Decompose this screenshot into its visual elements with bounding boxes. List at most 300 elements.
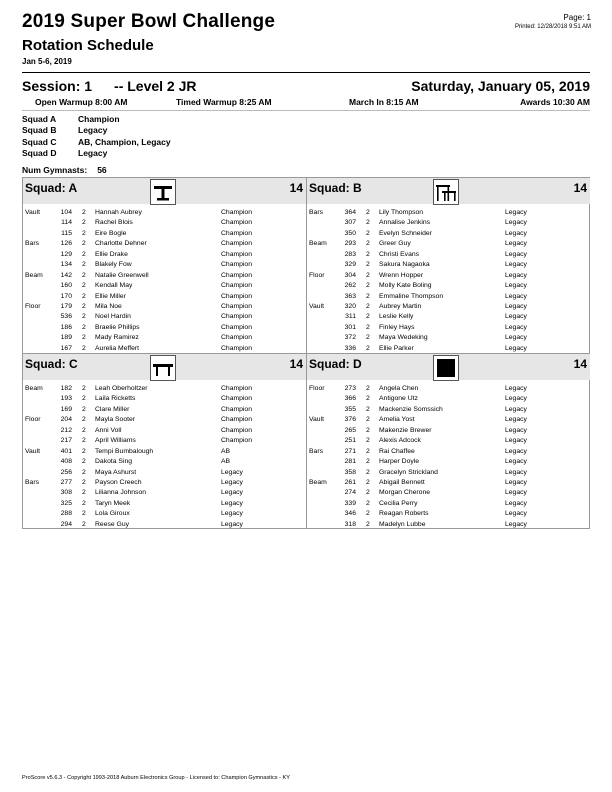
gymnast-row — [307, 488, 590, 498]
competitor-number: 308 — [60, 489, 72, 497]
gymnast-name: Aubrey Martin — [379, 302, 422, 310]
gymnast-name: Evelyn Schneider — [379, 229, 432, 237]
gymnast-team: Legacy — [221, 489, 243, 497]
gymnast-team: Legacy — [505, 282, 527, 290]
competitor-number: 329 — [344, 261, 356, 269]
gymnast-level: 2 — [82, 416, 86, 424]
gymnast-name: Laila Ricketts — [95, 395, 136, 403]
gymnast-name: Payson Creech — [95, 478, 142, 486]
gymnast-name: Tempi Bumbalough — [95, 447, 154, 455]
report-subtitle: Rotation Schedule — [22, 37, 154, 54]
gymnast-level: 2 — [366, 292, 370, 300]
gymnast-team: Legacy — [505, 261, 527, 269]
competitor-number: 376 — [344, 416, 356, 424]
gymnast-name: Mayla Sooter — [95, 416, 136, 424]
gymnast-level: 2 — [366, 313, 370, 321]
gymnast-team: Legacy — [505, 240, 527, 248]
gymnast-list — [23, 208, 306, 354]
gymnast-team: Champion — [221, 416, 252, 424]
gymnast-row — [23, 488, 306, 498]
event-label: Floor — [309, 271, 325, 279]
gymnast-row — [23, 447, 306, 457]
gymnast-team: Legacy — [221, 520, 243, 528]
gymnast-name: Harper Doyle — [379, 458, 420, 466]
squad-name: Squad: B — [309, 181, 362, 195]
squad-header — [307, 354, 590, 380]
competitor-number: 160 — [60, 282, 72, 290]
gymnast-row — [23, 271, 306, 281]
gymnast-name: Ellie Drake — [95, 250, 128, 258]
competitor-number: 126 — [60, 240, 72, 248]
gymnast-name: Mady Ramirez — [95, 334, 139, 342]
competitor-number: 301 — [344, 323, 356, 331]
gymnast-name: Rachel Blois — [95, 219, 133, 227]
gymnast-row — [307, 415, 590, 425]
gymnast-level: 2 — [82, 334, 86, 342]
competitor-number: 366 — [344, 395, 356, 403]
squad-header — [23, 354, 306, 380]
gymnast-row — [307, 302, 590, 312]
event-label: Vault — [309, 302, 324, 310]
session-title — [22, 78, 197, 94]
gymnast-name: Antigone Utz — [379, 395, 418, 403]
squad-header — [307, 178, 590, 204]
competitor-number: 186 — [60, 323, 72, 331]
awards-time: Awards 10:30 AM — [520, 97, 590, 107]
competitor-number: 271 — [344, 447, 356, 455]
gymnast-level: 2 — [82, 261, 86, 269]
gymnast-level: 2 — [366, 250, 370, 258]
gymnast-level: 2 — [366, 240, 370, 248]
gymnast-row — [23, 457, 306, 467]
gymnast-row — [23, 218, 306, 228]
gymnast-level: 2 — [82, 405, 86, 413]
competitor-number: 167 — [60, 344, 72, 352]
competitor-number: 350 — [344, 229, 356, 237]
gymnast-level: 2 — [82, 250, 86, 258]
gymnast-row — [307, 478, 590, 488]
gymnast-row — [23, 302, 306, 312]
uneven-bars-icon — [433, 179, 459, 205]
gymnast-level: 2 — [366, 437, 370, 445]
gymnast-row — [307, 333, 590, 343]
gymnast-team: Legacy — [505, 323, 527, 331]
gymnast-name: Sakura Nagaoka — [379, 261, 430, 269]
gymnast-team: Champion — [221, 313, 252, 321]
gymnast-name: Aurelia Meffert — [95, 344, 140, 352]
event-label: Beam — [25, 385, 43, 392]
gymnast-name: Reagan Roberts — [379, 510, 429, 518]
gymnast-name: Dakota Sing — [95, 458, 133, 466]
gymnast-level: 2 — [82, 323, 86, 331]
gymnast-name: Angela Chen — [379, 385, 419, 392]
event-label: Floor — [25, 416, 41, 424]
gymnast-name: Makenzie Brewer — [379, 426, 432, 434]
event-label: Beam — [25, 271, 43, 279]
gymnast-team: Legacy — [505, 405, 527, 413]
competitor-number: 217 — [60, 437, 72, 445]
competitor-number: 261 — [344, 478, 356, 486]
event-label: Bars — [309, 209, 323, 216]
competitor-number: 293 — [344, 240, 356, 248]
gymnast-level: 2 — [82, 447, 86, 455]
gymnast-level: 2 — [366, 520, 370, 528]
gymnast-level: 2 — [366, 229, 370, 237]
gymnast-level: 2 — [82, 302, 86, 310]
event-label: Vault — [25, 209, 40, 216]
gymnast-team: Legacy — [221, 499, 243, 507]
competitor-number: 339 — [344, 499, 356, 507]
gymnast-row — [23, 394, 306, 404]
gymnast-name: Mila Noe — [95, 302, 122, 310]
gymnast-row — [307, 271, 590, 281]
gymnast-row — [307, 499, 590, 509]
header-divider — [22, 72, 590, 73]
gymnast-row — [307, 218, 590, 228]
gymnast-level: 2 — [366, 458, 370, 466]
gymnast-team: Legacy — [505, 395, 527, 403]
gymnast-name: Reese Guy — [95, 520, 130, 528]
event-label: Vault — [309, 416, 324, 424]
gymnast-row — [307, 250, 590, 260]
gymnast-name: Amelia Yost — [379, 416, 415, 424]
gymnast-name: Leah Oberholtzer — [95, 385, 148, 392]
gymnast-name: Braelie Phillips — [95, 323, 140, 331]
gymnast-row — [307, 509, 590, 519]
squad-count: 14 — [289, 357, 303, 371]
gymnast-row — [23, 478, 306, 488]
report-title: 2019 Super Bowl Challenge — [22, 11, 276, 32]
gymnast-row — [23, 384, 306, 394]
squad-assignment-row: Squad B Legacy — [22, 125, 108, 136]
gymnast-team: Legacy — [505, 292, 527, 300]
gymnast-level: 2 — [366, 395, 370, 403]
gymnast-level: 2 — [82, 468, 86, 476]
gymnast-level: 2 — [366, 334, 370, 342]
gymnast-level: 2 — [82, 395, 86, 403]
gymnast-team: Legacy — [505, 209, 527, 216]
gymnast-level: 2 — [366, 478, 370, 486]
gymnast-team: Champion — [221, 261, 252, 269]
gymnast-level: 2 — [366, 468, 370, 476]
gymnast-team: AB — [221, 458, 231, 466]
gymnast-team: Legacy — [505, 302, 527, 310]
session-label: Session: 1 — [22, 78, 93, 94]
gymnast-row — [23, 509, 306, 519]
competitor-number: 265 — [344, 426, 356, 434]
gymnast-team: Legacy — [505, 447, 527, 455]
gymnast-name: Annalise Jenkins — [379, 219, 431, 227]
gymnast-name: Greer Guy — [379, 240, 411, 248]
squad-count: 14 — [573, 357, 587, 371]
competitor-number: 372 — [344, 334, 356, 342]
gymnast-name: Morgan Cherone — [379, 489, 431, 497]
gymnast-row — [307, 520, 590, 530]
gymnast-level: 2 — [82, 292, 86, 300]
gymnast-name: Gracelyn Strickland — [379, 468, 438, 476]
gymnast-level: 2 — [366, 282, 370, 290]
gymnast-level: 2 — [82, 489, 86, 497]
gymnast-team: Champion — [221, 229, 252, 237]
num-gymnasts-value: 56 — [97, 165, 107, 175]
gymnast-row — [23, 239, 306, 249]
gymnast-level: 2 — [366, 385, 370, 392]
gymnast-level: 2 — [82, 499, 86, 507]
gymnast-name: Maya Ashurst — [95, 468, 137, 476]
gymnast-name: Blakely Fow — [95, 261, 132, 269]
squad-assignment-row: Squad C AB, Champion, Legacy — [22, 136, 171, 147]
competitor-number: 134 — [60, 261, 72, 269]
competitor-number: 189 — [60, 334, 72, 342]
gymnast-row — [23, 405, 306, 415]
gymnast-name: Maya Wedeking — [379, 334, 428, 342]
squad-assignment-row: Squad A Champion — [22, 114, 120, 124]
gymnast-team: Champion — [221, 240, 252, 248]
gymnast-name: Anni Voll — [95, 426, 122, 434]
gymnast-name: Emmaline Thompson — [379, 292, 444, 300]
gymnast-team: Champion — [221, 405, 252, 413]
gymnast-level: 2 — [82, 219, 86, 227]
competitor-number: 346 — [344, 510, 356, 518]
competitor-number: 142 — [60, 271, 72, 279]
gymnast-team: Champion — [221, 426, 252, 434]
gymnast-name: Rai Chaffee — [379, 447, 415, 455]
gymnast-level: 2 — [82, 271, 86, 279]
gymnast-team: Champion — [221, 437, 252, 445]
gymnast-row — [23, 250, 306, 260]
gymnast-row — [307, 229, 590, 239]
gymnast-team: Legacy — [505, 499, 527, 507]
gymnast-name: Mackenzie Somssich — [379, 405, 443, 413]
gymnast-level: 2 — [82, 510, 86, 518]
gymnast-level: 2 — [82, 313, 86, 321]
gymnast-team: Champion — [221, 250, 252, 258]
gymnast-row — [307, 260, 590, 270]
gymnast-level: 2 — [82, 229, 86, 237]
squad-name: Squad: D — [309, 357, 362, 371]
gymnast-name: Lilianna Johnson — [95, 489, 147, 497]
gymnast-row — [307, 405, 590, 415]
gymnast-level: 2 — [366, 426, 370, 434]
event-label: Bars — [25, 478, 39, 486]
gymnast-name: Lola Giroux — [95, 510, 130, 518]
gymnast-team: Champion — [221, 219, 252, 227]
gymnast-row — [307, 468, 590, 478]
gymnast-team: Champion — [221, 344, 252, 352]
session-level: -- Level 2 JR — [114, 78, 197, 94]
gymnast-name: Cecilia Perry — [379, 499, 418, 507]
gymnast-name: Christi Evans — [379, 250, 420, 258]
gymnast-level: 2 — [82, 426, 86, 434]
competitor-number: 307 — [344, 219, 356, 227]
gymnast-row — [23, 281, 306, 291]
competitor-number: 212 — [60, 426, 72, 434]
gymnast-row — [23, 312, 306, 322]
squad-assignment-row: Squad D Legacy — [22, 147, 108, 158]
gymnast-level: 2 — [366, 344, 370, 352]
competitor-number: 277 — [60, 478, 72, 486]
competitor-number: 318 — [344, 520, 356, 528]
gymnast-name: Hannah Aubrey — [95, 209, 142, 216]
gymnast-row — [307, 457, 590, 467]
gymnast-name: Alexis Adcock — [379, 437, 421, 445]
gymnast-name: Clare Miller — [95, 405, 130, 413]
meet-dates: Jan 5-6, 2019 — [22, 57, 72, 66]
competitor-number: 304 — [344, 271, 356, 279]
gymnast-team: Legacy — [221, 510, 243, 518]
gymnast-team: Legacy — [221, 478, 243, 486]
footer-copyright: ProScore v5.6.3 - Copyright 1993-2018 Auburn Electronics Group - Licensed to: Champion Gymnastics - KY — [22, 775, 291, 781]
timed-warmup: Timed Warmup 8:25 AM — [176, 97, 272, 107]
gymnast-level: 2 — [366, 416, 370, 424]
gymnast-name: Ellie Miller — [95, 292, 126, 300]
gymnast-level: 2 — [366, 489, 370, 497]
gymnast-row — [23, 333, 306, 343]
competitor-number: 256 — [60, 468, 72, 476]
gymnast-team: Legacy — [505, 510, 527, 518]
gymnast-level: 2 — [82, 437, 86, 445]
squad-count: 14 — [289, 181, 303, 195]
gymnast-level: 2 — [82, 478, 86, 486]
squad-assignments — [22, 114, 171, 159]
gymnast-team: Legacy — [505, 271, 527, 279]
march-in: March In 8:15 AM — [349, 97, 419, 107]
gymnast-team: Legacy — [505, 437, 527, 445]
num-gymnasts: Num Gymnasts: 56 — [22, 165, 107, 175]
gymnast-row — [307, 323, 590, 333]
squad-header — [23, 178, 306, 204]
gymnast-name: Natalie Greenwell — [95, 271, 149, 279]
gymnast-name: Madelyn Lubbe — [379, 520, 426, 528]
gymnast-level: 2 — [82, 520, 86, 528]
gymnast-name: Ellie Parker — [379, 344, 414, 352]
gymnast-row — [307, 447, 590, 457]
gymnast-team: Champion — [221, 282, 252, 290]
competitor-number: 358 — [344, 468, 356, 476]
gymnast-level: 2 — [82, 344, 86, 352]
competitor-number: 129 — [60, 250, 72, 258]
gymnast-list — [23, 384, 306, 530]
gymnast-level: 2 — [366, 219, 370, 227]
gymnast-team: Legacy — [505, 334, 527, 342]
gymnast-name: Noel Hardin — [95, 313, 131, 321]
open-warmup: Open Warmup 8:00 AM — [35, 97, 128, 107]
competitor-number: 320 — [344, 302, 356, 310]
gymnast-row — [23, 208, 306, 218]
event-label: Floor — [25, 302, 41, 310]
competitor-number: 408 — [60, 458, 72, 466]
event-label: Bars — [309, 447, 323, 455]
gymnast-name: Lily Thompson — [379, 209, 424, 216]
gymnast-level: 2 — [366, 510, 370, 518]
event-label: Vault — [25, 447, 40, 455]
gymnast-row — [23, 229, 306, 239]
squad-panel-c — [23, 353, 306, 529]
gymnast-row — [23, 260, 306, 270]
gymnast-row — [23, 323, 306, 333]
gymnast-level: 2 — [82, 385, 86, 392]
competitor-number: 179 — [60, 302, 72, 310]
competitor-number: 311 — [345, 313, 356, 321]
gymnast-name: Molly Kate Boling — [379, 282, 432, 290]
gymnast-level: 2 — [82, 282, 86, 290]
squad-name: Squad: A — [25, 181, 78, 195]
competitor-number: 104 — [60, 209, 72, 216]
competitor-number: 204 — [60, 416, 72, 424]
gymnast-team: Legacy — [505, 458, 527, 466]
competitor-number: 336 — [344, 344, 356, 352]
gymnast-level: 2 — [366, 499, 370, 507]
competitor-number: 288 — [60, 510, 72, 518]
gymnast-team: Legacy — [221, 468, 243, 476]
squad-panel-d — [306, 353, 590, 529]
gymnast-team: Champion — [221, 395, 252, 403]
squad-panel-a — [23, 178, 306, 353]
floor-mat-icon — [433, 355, 459, 381]
gymnast-list — [307, 208, 590, 354]
gymnast-team: Champion — [221, 292, 252, 300]
gymnast-team: Champion — [221, 334, 252, 342]
gymnast-row — [307, 384, 590, 394]
competitor-number: 281 — [344, 458, 356, 466]
gymnast-row — [307, 292, 590, 302]
gymnast-name: Charlotte Dehner — [95, 240, 147, 248]
gymnast-team: Champion — [221, 302, 252, 310]
squad-panel-b — [306, 178, 590, 353]
gymnast-level: 2 — [366, 261, 370, 269]
gymnast-team: Legacy — [505, 219, 527, 227]
gymnast-name: Abigail Bennett — [379, 478, 425, 486]
balance-beam-icon — [150, 179, 176, 205]
gymnast-team: Champion — [221, 209, 252, 216]
gymnast-row — [307, 281, 590, 291]
gymnast-level: 2 — [366, 271, 370, 279]
event-label: Beam — [309, 478, 327, 486]
gymnast-level: 2 — [366, 209, 370, 216]
gymnast-row — [23, 436, 306, 446]
competitor-number: 283 — [344, 250, 356, 258]
gymnast-team: AB — [221, 447, 231, 455]
gymnast-row — [23, 292, 306, 302]
gymnast-row — [23, 415, 306, 425]
competitor-number: 363 — [344, 292, 356, 300]
gymnast-team: Legacy — [505, 520, 527, 528]
gymnast-level: 2 — [366, 302, 370, 310]
gymnast-level: 2 — [82, 240, 86, 248]
gymnast-team: Legacy — [505, 426, 527, 434]
vault-table-icon — [150, 355, 176, 381]
gymnast-level: 2 — [366, 323, 370, 331]
competitor-number: 274 — [344, 489, 356, 497]
gymnast-team: Legacy — [505, 313, 527, 321]
page-number: Page: 1 — [563, 13, 591, 22]
gymnast-team: Legacy — [505, 489, 527, 497]
gymnast-name: Kendall May — [95, 282, 133, 290]
gymnast-team: Legacy — [505, 416, 527, 424]
competitor-number: 364 — [344, 209, 356, 216]
competitor-number: 262 — [344, 282, 356, 290]
gymnast-name: April Williams — [95, 437, 136, 445]
gymnast-name: Wrenn Hopper — [379, 271, 424, 279]
gymnast-team: Legacy — [505, 250, 527, 258]
gymnast-name: Taryn Meek — [95, 499, 131, 507]
competitor-number: 170 — [60, 292, 72, 300]
gymnast-team: Champion — [221, 385, 252, 392]
event-label: Bars — [25, 240, 39, 248]
competitor-number: 114 — [61, 219, 72, 227]
gymnast-row — [307, 208, 590, 218]
competitor-number: 169 — [60, 405, 72, 413]
